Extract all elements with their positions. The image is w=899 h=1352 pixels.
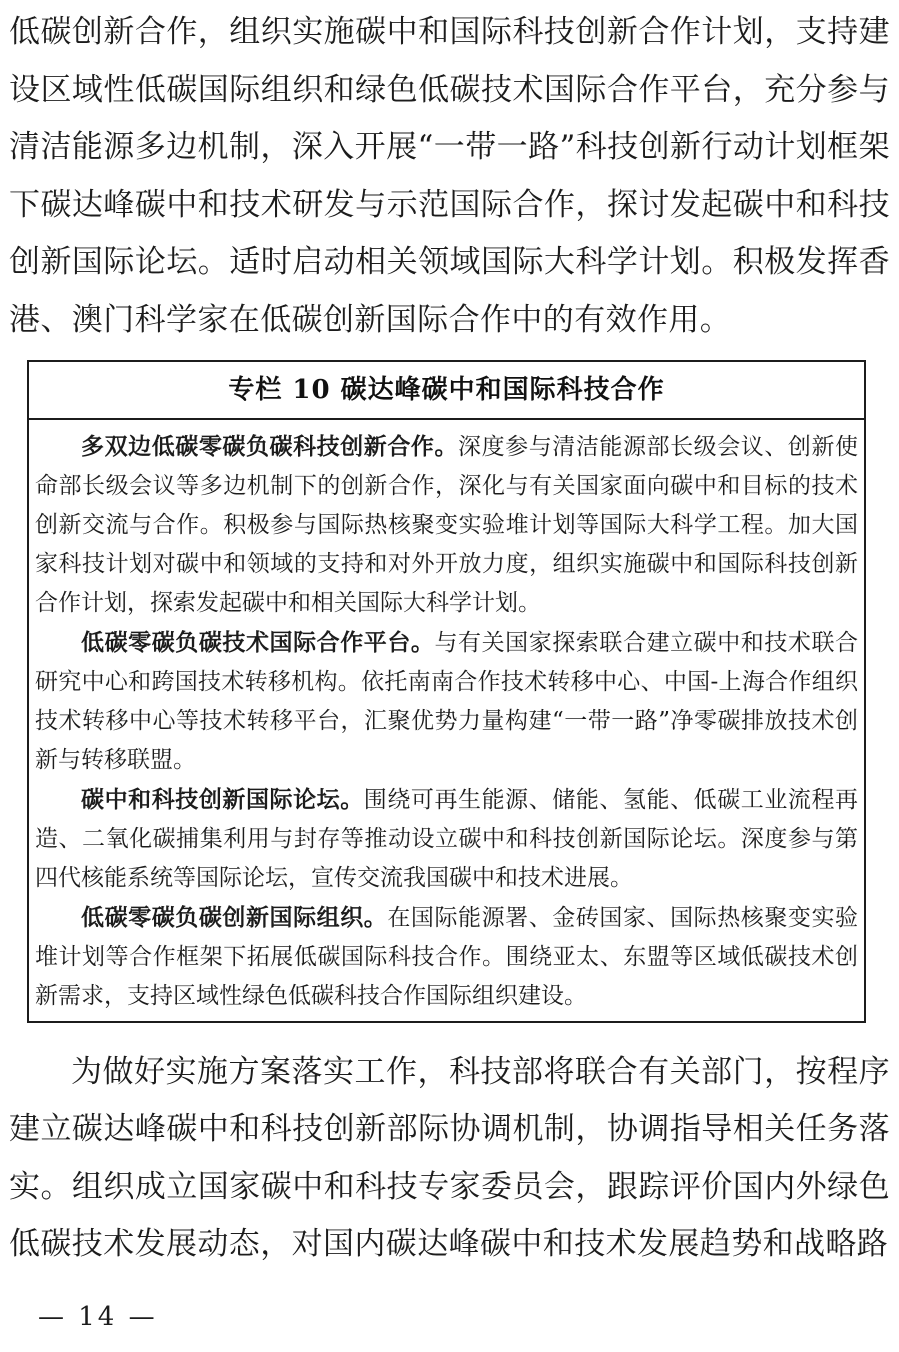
- column-box-content: [29, 420, 864, 1021]
- column-box-title: 专栏 10 碳达峰碳中和国际科技合作: [29, 362, 864, 420]
- column-box: [27, 360, 866, 1023]
- paragraph-body: 围绕可再生能源、储能、氢能、低碳工业流程再造、二氧化碳捕集利用与封存等推动设立碳中和科技创新国际论坛。深度参与第四代核能系统等国际论坛，宣传交流我国碳中和技术进展。: [35, 786, 858, 891]
- paragraph-lead: 碳中和科技创新国际论坛。: [81, 785, 364, 813]
- paragraph-body: 与有关国家探索联合建立碳中和技术联合研究中心和跨国技术转移机构。依托南南合作技术转移中心、中国-上海合作组织技术转移中心等技术转移平台，汇聚优势力量构建“一带一路”净零碳排放技术创新与转移联盟。: [35, 629, 858, 773]
- paragraph-implementation: 为做好实施方案落实工作，科技部将联合有关部门，按程序建立碳达峰碳中和科技创新部际协调机制，协调指导相关任务落实。组织成立国家碳中和科技专家委员会，跟踪评价国内外绿色低碳技术发展动态，对国内碳达峰碳中和技术发展趋势和战略路: [9, 1053, 890, 1263]
- paragraph-lead: 低碳零碳负碳创新国际组织。: [81, 903, 388, 931]
- column-box-paragraph: [35, 780, 858, 898]
- column-box-paragraph: [35, 898, 858, 1016]
- paragraph-body: 在国际能源署、金砖国家、国际热核聚变实验堆计划等合作框架下拓展低碳国际科技合作。围绕亚太、东盟等区域低碳技术创新需求，支持区域性绿色低碳科技合作国际组织建设。: [35, 904, 858, 1009]
- paragraph-lead: 多双边低碳零碳负碳科技创新合作。: [81, 432, 458, 460]
- paragraph-continuation-top: 低碳创新合作，组织实施碳中和国际科技创新合作计划，支持建设区域性低碳国际组织和绿色低碳技术国际合作平台，充分参与清洁能源多边机制，深入开展“一带一路”科技创新行动计划框架下碳达峰碳中和技术研发与示范国际合作，探讨发起碳中和科技创新国际论坛。适时启动相关领域国际大科学计划。积极发挥香港、澳门科学家在低碳创新国际合作中的有效作用。: [9, 14, 890, 338]
- column-box-paragraph: [35, 427, 858, 623]
- paragraph-body: 深度参与清洁能源部长级会议、创新使命部长级会议等多边机制下的创新合作，深化与有关国家面向碳中和目标的技术创新交流与合作。积极参与国际热核聚变实验堆计划等国际大科学工程。加大国家科技计划对碳中和领域的支持和对外开放力度，组织实施碳中和国际科技创新合作计划，探索发起碳中和相关国际大科学计划。: [35, 433, 858, 616]
- column-box-paragraph: [35, 623, 858, 780]
- paragraph-lead: 低碳零碳负碳技术国际合作平台。: [81, 628, 435, 656]
- page-number: — 14 —: [38, 1302, 158, 1332]
